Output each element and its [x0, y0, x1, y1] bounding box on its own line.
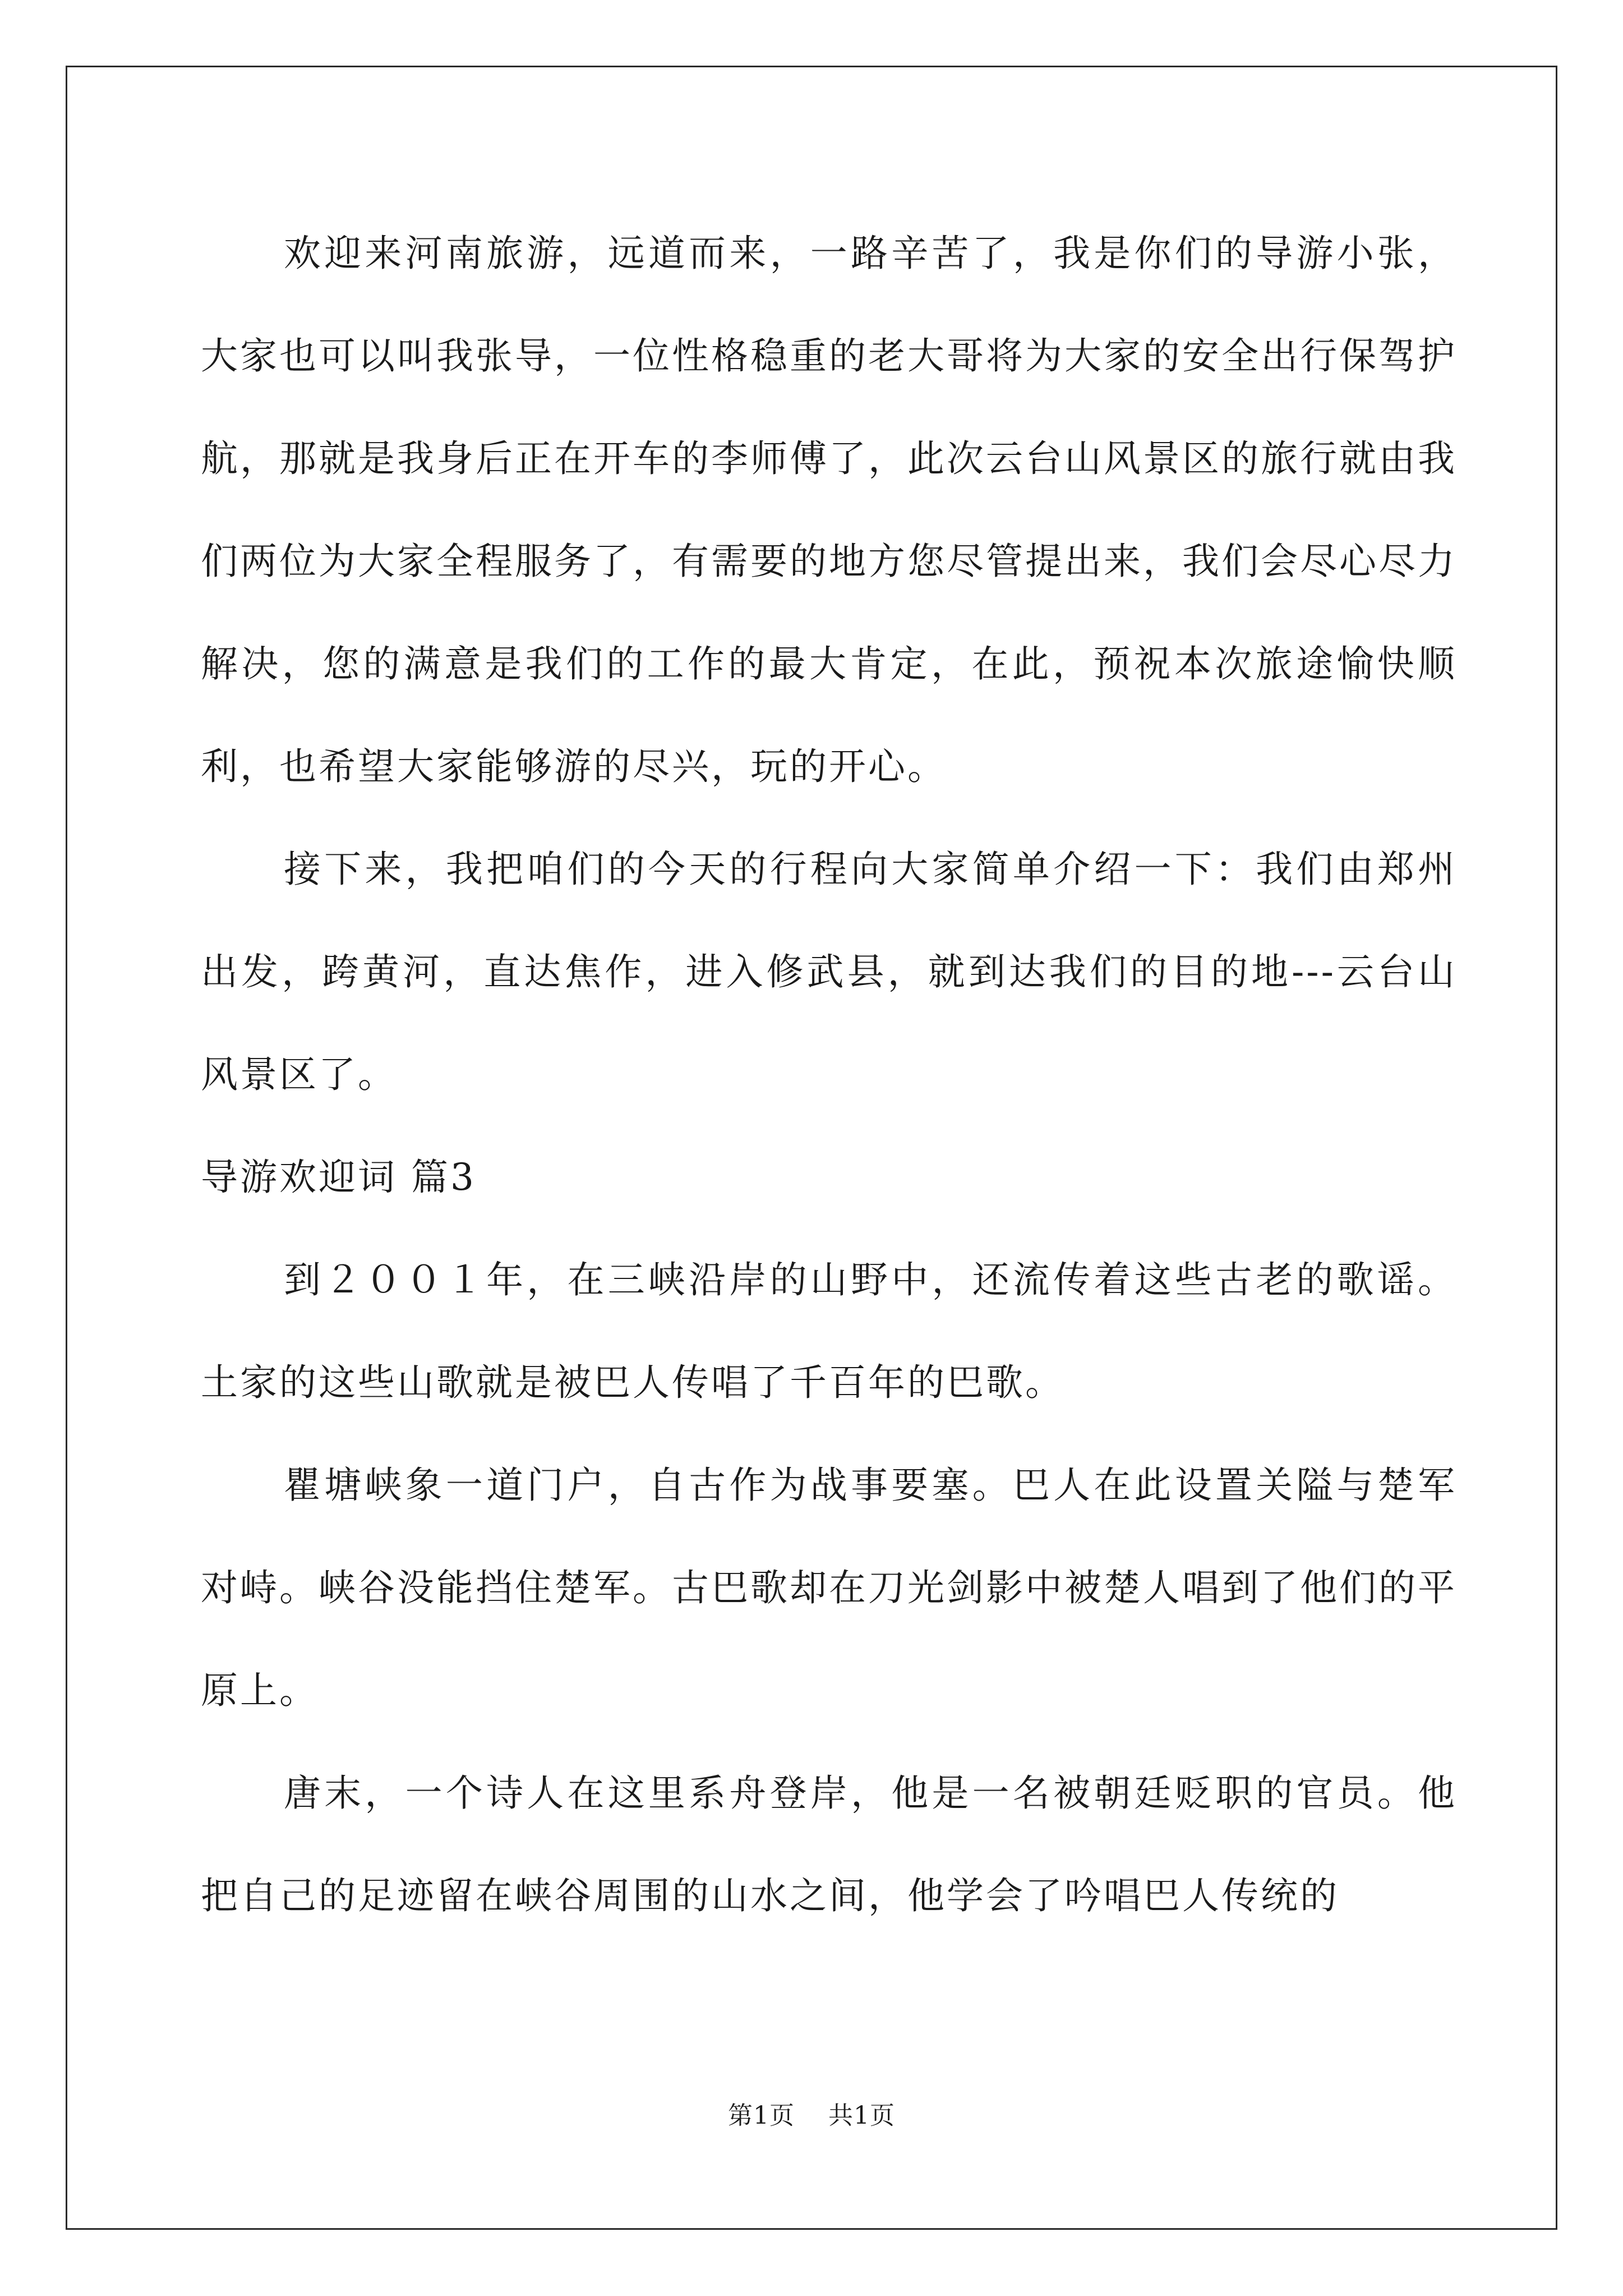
paragraph-tang-poet: 唐末，一个诗人在这里系舟登岸，他是一名被朝廷贬职的官员。他把自己的足迹留在峡谷周围的山水之间，他学会了吟唱巴人传统的 — [201, 1772, 1457, 1917]
page-number: 第1页 — [728, 2101, 795, 2130]
paragraph-itinerary: 接下来，我把咱们的今天的行程向大家简单介绍一下：我们由郑州出发，跨黄河，直达焦作，进入修武县，就到达我们的目的地---云台山风景区了。 — [201, 848, 1457, 1096]
document-body — [201, 202, 1457, 1947]
page-total: 共1页 — [828, 2101, 895, 2130]
paragraph-welcome: 欢迎来河南旅游，远道而来，一路辛苦了，我是你们的导游小张，大家也可以叫我张导，一位性格稳重的老大哥将为大家的安全出行保驾护航，那就是我身后正在开车的李师傅了，此次云台山风景区的旅行就由我们两位为大家全程服务了，有需要的地方您尽管提出来，我们会尽心尽力解决，您的满意是我们的工作的最大肯定，在此，预祝本次旅途愉快顺利，也希望大家能够游的尽兴，玩的开心。 — [201, 232, 1457, 788]
page-footer — [0, 2095, 1623, 2131]
paragraph-folk-songs: 到２００１年，在三峡沿岸的山野中，还流传着这些古老的歌谣。土家的这些山歌就是被巴人传唱了千百年的巴歌。 — [201, 1258, 1457, 1404]
section-heading: 导游欢迎词 篇3 — [201, 1156, 476, 1199]
paragraph-qutang-gorge: 瞿塘峡象一道门户，自古作为战事要塞。巴人在此设置关隘与楚军对峙。峡谷没能挡住楚军。古巴歌却在刀光剑影中被楚人唱到了他们的平原上。 — [201, 1464, 1457, 1712]
